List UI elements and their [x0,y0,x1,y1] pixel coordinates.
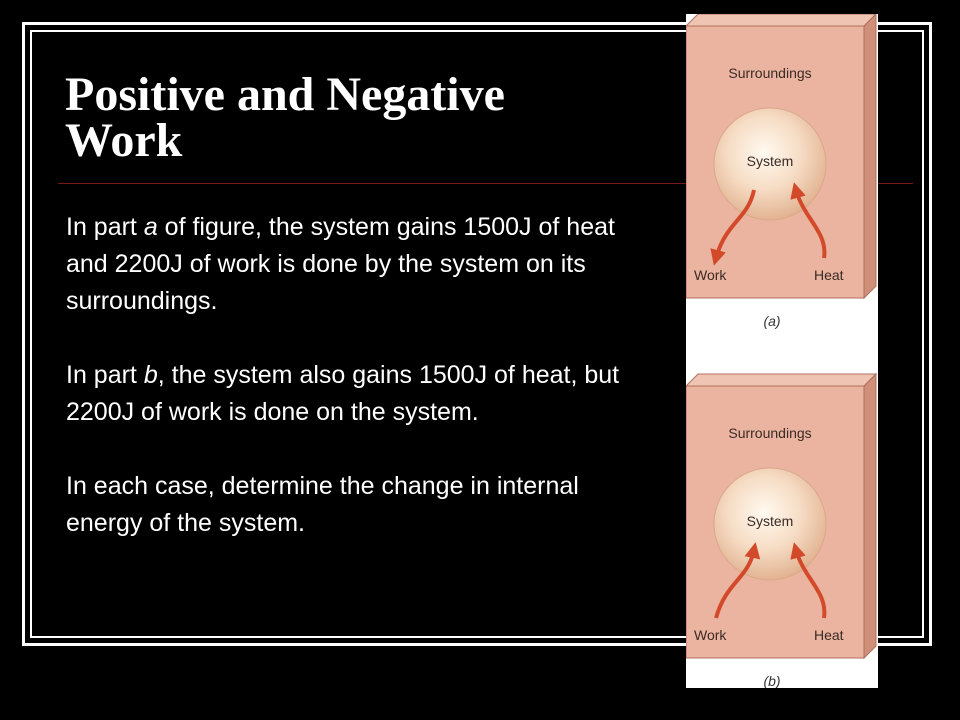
panel-caption-b: (b) [763,673,781,688]
box-top-face [686,14,876,26]
paragraph-part-b: In part b, the system also gains 1500J of heat, but 2200J of work is done on the system. [66,361,620,426]
heat-label: Heat [814,627,844,643]
slide-title: Positive and Negative Work [65,68,505,167]
work-label: Work [694,267,727,283]
paragraph-question: In each case, determine the change in internal energy of the system. [66,472,579,537]
heat-label: Heat [814,267,844,283]
panel-caption-a: (a) [763,313,781,329]
surroundings-label: Surroundings [728,65,812,81]
system-label: System [746,153,794,169]
figure-panel [686,14,878,688]
paragraph-part-a: In part a of figure, the system gains 1500J of heat and 2200J of work is done by the system on its surroundings. [66,213,615,315]
surroundings-label: Surroundings [728,425,812,441]
slide-body [66,209,626,542]
box-side-face [864,374,876,658]
work-label: Work [694,627,727,643]
figure-panel-b [686,374,876,688]
figure-panel-a [686,14,876,329]
box-top-face [686,374,876,386]
system-label: System [746,513,794,529]
box-side-face [864,14,876,298]
